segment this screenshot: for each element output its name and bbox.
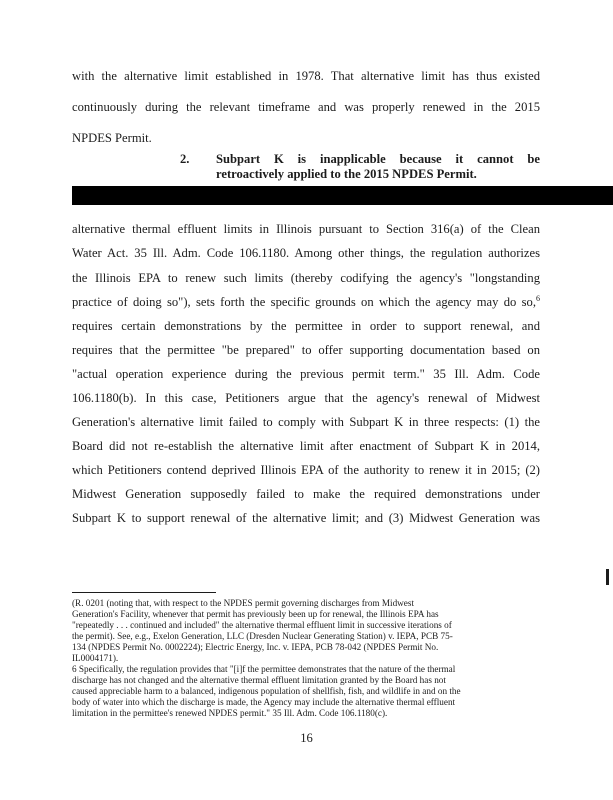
body-line-text: practice of doing so"), sets forth the specific grounds on which the agency may do so, xyxy=(72,295,536,309)
footnote-line: 134 (NPDES Permit No. 0002224); Electric Energy, Inc. v. IEPA, PCB 78-042 (NPDES Permit No. xyxy=(72,642,439,652)
body-line: requires certain demonstrations by the permittee in order to support renewal, and xyxy=(72,319,540,333)
footnote-line: "repeatedly . . . continued and included" the alternative thermal effluent limit in successive iterations of xyxy=(72,620,452,630)
body-line: with the alternative limit established in 1978. That alternative limit has thus existed xyxy=(72,69,540,83)
footnote-line: Generation's Facility, whenever that permit has previously been up for renewal, the Illinois EPA has xyxy=(72,609,439,619)
body-line: Water Act. 35 Ill. Adm. Code 106.1180. Among other things, the regulation authorizes xyxy=(72,246,540,260)
body-line: requires that the permittee "be prepared" to offer supporting documentation based on xyxy=(72,343,540,357)
margin-mark xyxy=(606,569,609,585)
footnote-line: caused appreciable harm to a balanced, indigenous population of shellfish, fish, and wildlife in and on the xyxy=(72,686,461,696)
body-line: Generation's alternative limit failed to comply with Subpart K in three respects: (1) the xyxy=(72,415,540,429)
redaction-bar xyxy=(72,186,613,205)
body-line: alternative thermal effluent limits in Illinois pursuant to Section 316(a) of the Clean xyxy=(72,222,540,236)
body-line: continuously during the relevant timeframe and was properly renewed in the 2015 xyxy=(72,100,540,114)
body-line: Subpart K to support renewal of the alternative limit; and (3) Midwest Generation was xyxy=(72,511,540,525)
section-heading-line-1: Subpart K is inapplicable because it cannot be xyxy=(216,152,540,166)
footnote-line: IL0004171). xyxy=(72,653,119,663)
footnote-ref: 6 xyxy=(536,293,540,303)
footnote-line: discharge has not changed and the alternative thermal effluent limitation granted by the Board has not xyxy=(72,675,446,685)
body-line: which Petitioners contend deprived Illinois EPA of the authority to renew it in 2015; (2) xyxy=(72,463,540,477)
body-line xyxy=(72,294,540,310)
body-line: 106.1180(b). In this case, Petitioners argue that the agency's renewal of Midwest xyxy=(72,391,540,405)
body-line: NPDES Permit. xyxy=(72,131,152,145)
footnote-divider xyxy=(72,592,216,593)
section-number: 2. xyxy=(180,152,190,166)
body-line: Midwest Generation supposedly failed to make the required demonstrations under xyxy=(72,487,540,501)
footnote-line: 6 Specifically, the regulation provides that "[i]f the permittee demonstrates that the nature of the thermal xyxy=(72,664,456,674)
footnote-line: (R. 0201 (noting that, with respect to the NPDES permit governing discharges from Midwest xyxy=(72,598,415,608)
body-line: the Illinois EPA to renew such limits (thereby codifying the agency's "longstanding xyxy=(72,271,540,285)
body-line: Board did not re-establish the alternative limit after enactment of Subpart K in 2014, xyxy=(72,439,540,453)
footnote-line: the permit). See, e.g., Exelon Generation, LLC (Dresden Nuclear Generating Station) v. IEPA, PCB 75- xyxy=(72,631,453,641)
section-heading-line-2: retroactively applied to the 2015 NPDES Permit. xyxy=(216,167,477,181)
body-line: "actual operation experience during the previous permit term." 35 Ill. Adm. Code xyxy=(72,367,540,381)
page-number: 16 xyxy=(300,731,313,745)
footnote-line: body of water into which the discharge is made, the Agency may include the alternative thermal effluent xyxy=(72,697,456,707)
footnote-line: limitation in the permittee's renewed NPDES permit." 35 Ill. Adm. Code 106.1180(c). xyxy=(72,708,388,718)
